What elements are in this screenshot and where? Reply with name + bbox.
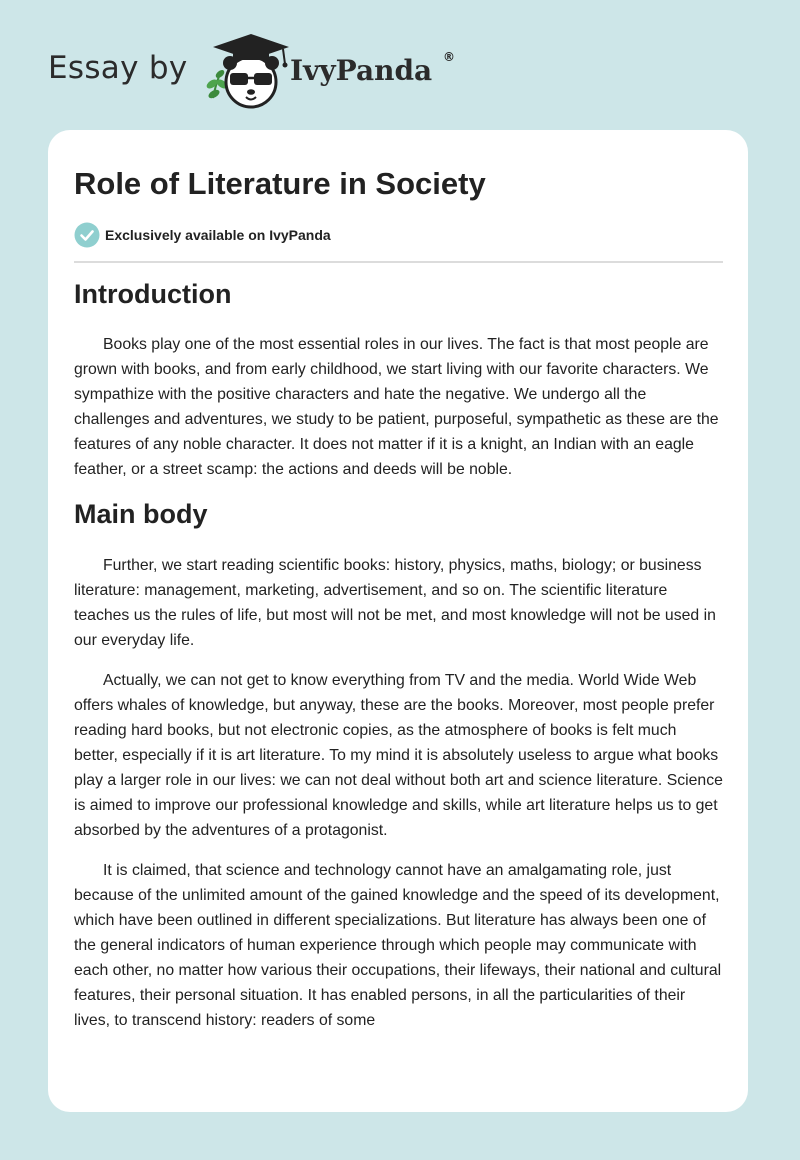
brand-name[interactable]: IvyPanda [290,54,433,87]
exclusive-badge-label: Exclusively available on IvyPanda [105,227,331,243]
page-title: Role of Literature in Society [74,166,486,201]
paragraph: Actually, we can not get to know everything from TV and the media. World Wide Web offers whales of knowledge, but anyway, these are the books. Moreover, most people prefer reading hard books, but not electronic copies, as the atmosphere of books is felt much better, especially if it is art literature. To my mind it is absolutely useless to argue what books play a larger role in our lives: we can not deal without both art and science literature. Science is aimed to improve our professional knowledge and skills, while art literature helps us to get absorbed by the adventures of a protagonist. [74,671,723,839]
exclusive-badge [74,222,331,248]
registered-mark: ® [443,50,455,64]
essay-content [74,278,723,1048]
site-header [48,30,468,110]
section-heading-introduction: Introduction [74,279,232,309]
paragraph: Books play one of the most essential roles in our lives. The fact is that most people are grown with books, and from early childhood, we start living with our favorite characters. We sympathize with the positive characters and hate the negative. We undergo all the challenges and adventures, we study to be patient, purposeful, sympathetic as these are the features of any noble character. It does not matter if it is a knight, an Indian with an eagle feather, or a street scamp: the actions and deeds will be noble. [74,336,719,479]
check-circle-icon [74,222,100,248]
paragraph: Further, we start reading scientific books: history, physics, maths, biology; or business literature: management, marketing, advertisement, and so on. The scientific literature teaches us the rules of life, but most will not be met, and most knowledge will not be used in our everyday life. [74,556,716,649]
panda-logo-icon[interactable] [203,32,299,112]
section-heading-main-body: Main body [74,499,208,530]
essay-card [48,130,748,1112]
paragraph: It is claimed, that science and technology cannot have an amalgamating role, just because of the unlimited amount of the gained knowledge and the speed of its development, which have been outlined in different specializations. But literature has always been one of the general indicators of human experience through which people may communicate with each other, no matter how various their occupations, their lifeways, their national and cultural features, their personal situation. It has enabled persons, in all the particularities of their lives, to transcend history: readers of some [74,861,722,1029]
essay-by-label: Essay by [48,50,188,86]
title-divider [74,261,723,263]
